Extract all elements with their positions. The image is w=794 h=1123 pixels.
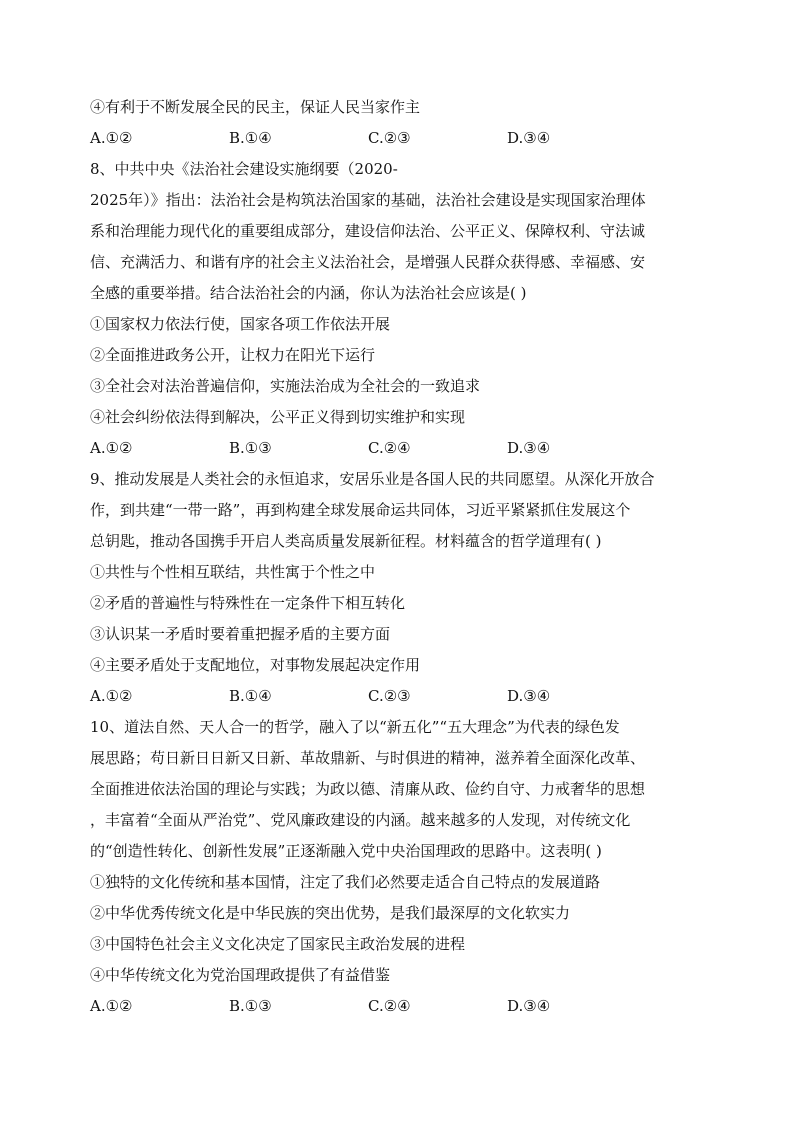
answer-options [90, 433, 702, 464]
question-stem-line: 展思路；苟日新日日新又日新、革故鼎新、与时俱进的精神，滋养着全面深化改革、 [90, 749, 646, 767]
option-d: D.③④ [507, 129, 551, 147]
statement-3: ③认识某一矛盾时要着重把握矛盾的主要方面 [90, 625, 391, 643]
question-stem-line: 作，到共建“一带一路”，再到构建全球发展命运共同体，习近平紧紧抓住发展这个 [90, 501, 631, 519]
question-stem-line: 9、推动发展是人类社会的永恒追求，安居乐业是各国人民的共同愿望。从深化开放合 [90, 470, 655, 488]
statement-3: ③全社会对法治普遍信仰，实施法治成为全社会的一致追求 [90, 377, 481, 395]
answer-options [90, 991, 702, 1022]
statement-2: ②中华优秀传统文化是中华民族的突出优势，是我们最深厚的文化软实力 [90, 904, 571, 922]
answer-options [90, 123, 702, 154]
option-b: B.①④ [229, 129, 272, 147]
answer-options [90, 681, 702, 712]
option-a: A.①② [90, 439, 133, 457]
question-stem-line: 全感的重要举措。结合法治社会的内涵，你认为法治社会应该是( ) [90, 284, 527, 302]
option-c: C.②③ [368, 129, 411, 147]
option-a: A.①② [90, 997, 133, 1015]
statement-4: ④中华传统文化为党治国理政提供了有益借鉴 [90, 966, 391, 984]
statement-4: ④社会纠纷依法得到解决，公平正义得到切实维护和实现 [90, 408, 466, 426]
option-b: B.①③ [229, 439, 272, 457]
question-7-tail [90, 92, 702, 154]
question-10 [90, 712, 702, 1022]
statement-1: ①共性与个性相互联结，共性寓于个性之中 [90, 563, 376, 581]
statement-4: ④有利于不断发展全民的民主，保证人民当家作主 [90, 98, 421, 116]
option-d: D.③④ [507, 439, 551, 457]
statement-2: ②矛盾的普遍性与特殊性在一定条件下相互转化 [90, 594, 406, 612]
option-d: D.③④ [507, 687, 551, 705]
question-stem-line: 信、充满活力、和谐有序的社会主义法治社会，是增强人民群众获得感、幸福感、安 [90, 253, 646, 271]
question-9 [90, 464, 702, 712]
option-d: D.③④ [507, 997, 551, 1015]
option-c: C.②④ [368, 439, 411, 457]
question-stem-line: 总钥匙，推动各国携手开启人类高质量发展新征程。材料蕴含的哲学道理有( ) [90, 532, 602, 550]
statement-2: ②全面推进政务公开，让权力在阳光下运行 [90, 346, 376, 364]
question-stem-line: 系和治理能力现代化的重要组成部分，建设信仰法治、公平正义、保障权利、守法诚 [90, 222, 646, 240]
option-b: B.①③ [229, 997, 272, 1015]
question-8 [90, 154, 702, 464]
question-stem-line: 的“创造性转化、创新性发展”正逐渐融入党中央治国理政的思路中。这表明( ) [90, 842, 602, 860]
statement-3: ③中国特色社会主义文化决定了国家民主政治发展的进程 [90, 935, 466, 953]
statement-4: ④主要矛盾处于支配地位，对事物发展起决定作用 [90, 656, 421, 674]
option-a: A.①② [90, 129, 133, 147]
option-c: C.②④ [368, 997, 411, 1015]
option-c: C.②③ [368, 687, 411, 705]
question-stem-line: 全面推进依法治国的理论与实践；为政以德、清廉从政、俭约自守、力戒奢华的思想 [90, 780, 646, 798]
statement-1: ①独特的文化传统和基本国情，注定了我们必然要走适合自己特点的发展道路 [90, 873, 601, 891]
statement-1: ①国家权力依法行使，国家各项工作依法开展 [90, 315, 391, 333]
question-stem-line: 2025年）》指出：法治社会是构筑法治国家的基础，法治社会建设是实现国家治理体 [90, 191, 646, 209]
question-stem-line: ，丰富着“全面从严治党”、党风廉政建设的内涵。越来越多的人发现，对传统文化 [90, 811, 631, 829]
option-b: B.①④ [229, 687, 272, 705]
document-page [90, 92, 702, 1022]
question-stem-line: 8、中共中央《法治社会建设实施纲要（2020- [90, 160, 398, 178]
option-a: A.①② [90, 687, 133, 705]
question-stem-line: 10、道法自然、天人合一的哲学，融入了以“新五化”“五大理念”为代表的绿色发 [90, 718, 620, 736]
